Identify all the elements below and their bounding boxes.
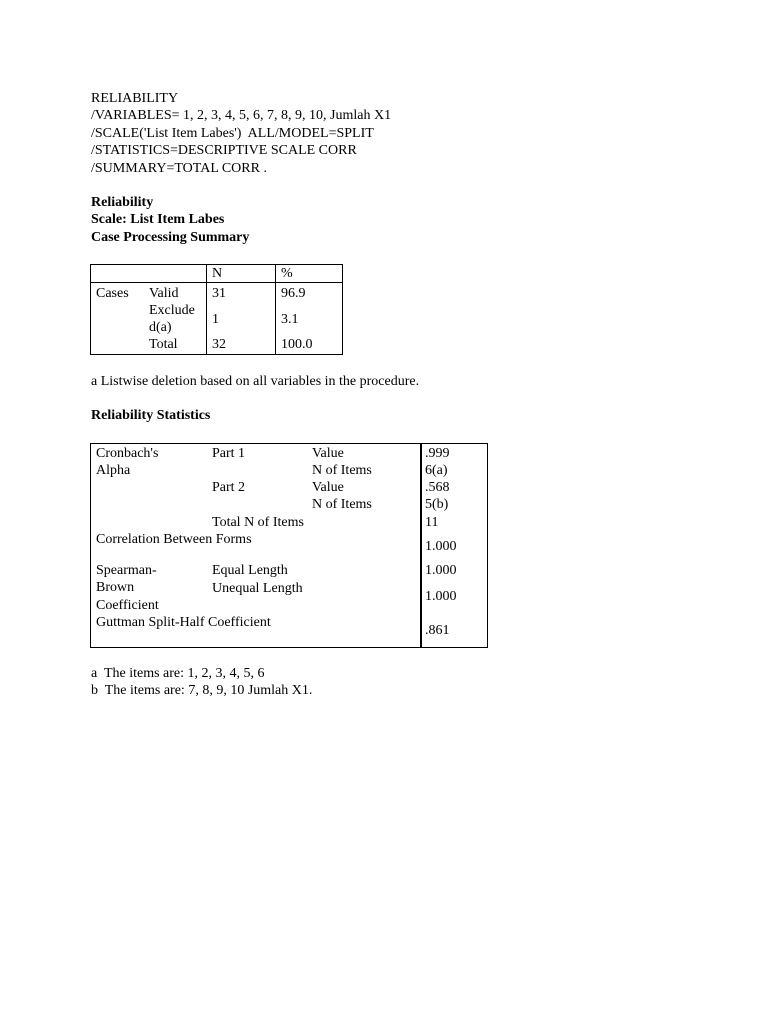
syntax-line: /SUMMARY=TOTAL CORR .	[91, 160, 267, 176]
reliability-statistics-heading: Reliability Statistics	[91, 408, 211, 423]
cell-part2-value: .568	[425, 480, 450, 495]
cell-unequal-length: 1.000	[425, 589, 457, 604]
label-part-2: Part 2	[212, 480, 246, 495]
item-footnotes	[91, 665, 312, 700]
cell-part1-value: .999	[425, 446, 450, 461]
row-label-excluded: Exclude	[149, 303, 195, 318]
label-equal-length: Equal Length	[212, 563, 288, 578]
cell-total-n: 32	[212, 337, 226, 352]
syntax-line: /STATISTICS=DESCRIPTIVE SCALE CORR	[91, 143, 357, 159]
cell-guttman: .861	[425, 623, 450, 638]
label-part2-n-items: N of Items	[312, 497, 372, 512]
reliability-heading: Reliability	[91, 195, 154, 210]
label-correlation-between-forms: Correlation Between Forms	[96, 532, 252, 547]
output-headings	[91, 194, 249, 246]
table-divider	[420, 444, 422, 647]
label-spearman-brown-cont: Brown	[96, 580, 135, 595]
table-divider	[206, 265, 207, 354]
syntax-block	[91, 90, 391, 177]
syntax-line: RELIABILITY	[91, 91, 179, 106]
reliability-statistics-table	[90, 443, 488, 648]
label-part1-value: Value	[312, 446, 344, 461]
syntax-line: /VARIABLES= 1, 2, 3, 4, 5, 6, 7, 8, 9, 10, Jumlah X1	[91, 108, 392, 124]
label-spearman-brown: Spearman-	[96, 563, 157, 578]
label-cronbach-alpha: Alpha	[96, 463, 131, 478]
label-part1-n-items: N of Items	[312, 463, 372, 478]
cell-valid-n: 31	[212, 286, 226, 301]
cell-part2-n-items: 5(b)	[425, 497, 449, 512]
row-label-total: Total	[149, 337, 178, 352]
cell-total-n-items: 11	[425, 515, 439, 530]
footnote-a: a The items are: 1, 2, 3, 4, 5, 6	[91, 666, 265, 681]
column-header-percent: %	[281, 266, 293, 281]
cell-equal-length: 1.000	[425, 563, 457, 578]
table-divider	[275, 265, 276, 354]
cell-excluded-n: 1	[212, 312, 219, 327]
label-part2-value: Value	[312, 480, 344, 495]
label-cronbach: Cronbach's	[96, 446, 159, 461]
cell-excluded-percent: 3.1	[281, 312, 299, 327]
row-label-valid: Valid	[149, 286, 179, 301]
syntax-line: /SCALE('List Item Labes') ALL/MODEL=SPLIT	[91, 125, 374, 141]
cell-part1-n-items: 6(a)	[425, 463, 448, 478]
label-unequal-length: Unequal Length	[212, 581, 303, 596]
scale-heading: Scale: List Item Labes	[91, 212, 225, 228]
cell-valid-percent: 96.9	[281, 286, 306, 301]
label-part-1: Part 1	[212, 446, 246, 461]
footnote-b: b The items are: 7, 8, 9, 10 Jumlah X1.	[91, 683, 313, 699]
listwise-footnote: a Listwise deletion based on all variables in the procedure.	[91, 374, 420, 389]
label-total-n-items: Total N of Items	[212, 515, 304, 530]
label-guttman: Guttman Split-Half Coefficient	[96, 615, 271, 630]
column-header-n: N	[212, 266, 223, 281]
table-divider	[91, 282, 342, 283]
cell-total-percent: 100.0	[281, 337, 313, 352]
case-processing-heading: Case Processing Summary	[91, 229, 250, 245]
label-spearman-brown-coefficient: Coefficient	[96, 598, 159, 613]
row-group-label: Cases	[96, 286, 129, 301]
case-processing-table	[90, 264, 343, 355]
cell-correlation-between-forms: 1.000	[425, 539, 457, 554]
row-label-excluded-cont: d(a)	[149, 320, 172, 335]
